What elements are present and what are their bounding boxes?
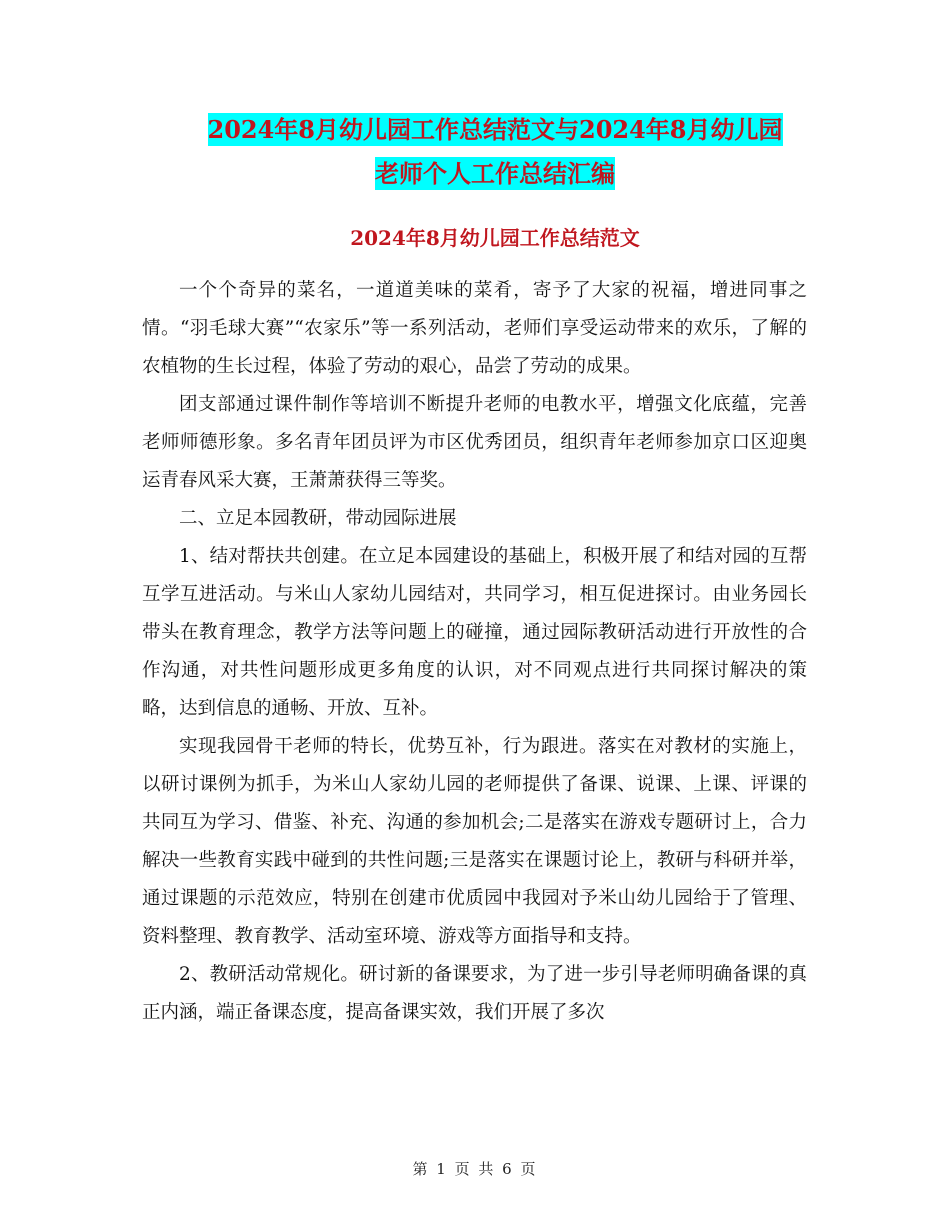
main-title-line-1-text: 2024年8月幼儿园工作总结范文与2024年8月幼儿园	[207, 115, 783, 144]
paragraph: 2、教研活动常规化。研讨新的备课要求，为了进一步引导老师明确备课的真正内涵，端正备课态度，提高备课实效，我们开展了多次	[142, 964, 807, 1023]
paragraph: 团支部通过课件制作等培训不断提升老师的电教水平，增强文化底蕴，完善老师师德形象。多名青年团员评为市区优秀团员，组织青年老师参加京口区迎奥运青春风采大赛，王萧萧获得三等奖。	[142, 394, 807, 491]
main-title-line-2-text: 老师个人工作总结汇编	[375, 159, 615, 188]
paragraph: 一个个奇异的菜名，一道道美味的菜肴，寄予了大家的祝福，增进同事之情。“羽毛球大赛”“农家乐”等一系列活动，老师们享受运动带来的欢乐，了解的农植物的生长过程，体验了劳动的艰心，品尝了劳动的成果。	[142, 280, 807, 377]
main-title-line-2	[140, 152, 850, 196]
paragraph-heading: 二、立足本园教研，带动园际进展	[179, 508, 457, 529]
main-title-line-1	[140, 108, 850, 152]
paragraph: 实现我园骨干老师的特长，优势互补，行为跟进。落实在对教材的实施上，以研讨课例为抓手，为米山人家幼儿园的老师提供了备课、说课、上课、评课的共同互为学习、借鉴、补充、沟通的参加机会;二是落实在游戏专题研讨上，合力解决一些教育实践中碰到的共性问题;三是落实在课题讨论上，教研与科研并举，通过课题的示范效应，特别在创建市优质园中我园对予米山幼儿园给于了管理、资料整理、教育教学、活动室环境、游戏等方面指导和支持。	[142, 736, 807, 947]
section-title: 2024年8月幼儿园工作总结范文	[350, 226, 640, 250]
body-text	[142, 272, 807, 1032]
paragraph: 1、结对帮扶共创建。在立足本园建设的基础上，积极开展了和结对园的互帮互学互进活动。与米山人家幼儿园结对，共同学习，相互促进探讨。由业务园长带头在教育理念，教学方法等问题上的碰撞，通过园际教研活动进行开放性的合作沟通，对共性问题形成更多角度的认识，对不同观点进行共同探讨解决的策略，达到信息的通畅、开放、互补。	[142, 546, 807, 719]
page-number-footer: 第 1 页 共 6 页	[412, 1160, 538, 1178]
